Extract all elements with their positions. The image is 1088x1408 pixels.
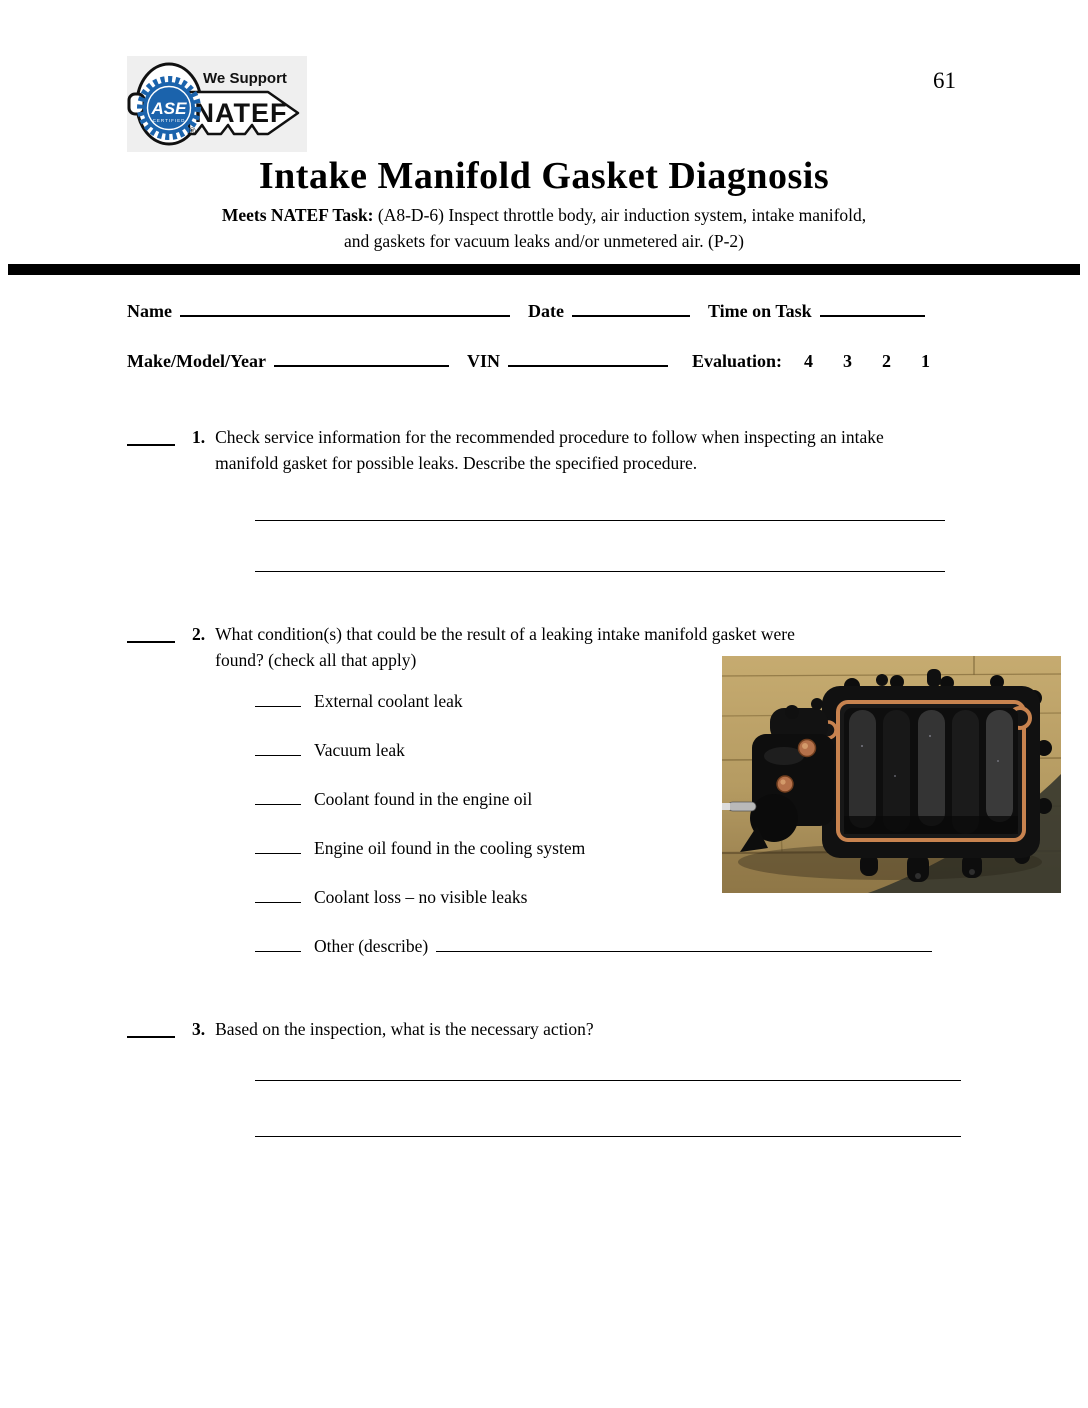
evaluation-score-1: 1 <box>921 351 931 371</box>
natef-ase-logo <box>127 56 307 152</box>
date-label: Date <box>527 301 564 321</box>
header-divider-bar <box>8 264 1080 275</box>
question-1-grade-blank <box>127 444 175 446</box>
checkbox-blank <box>255 706 301 707</box>
time-on-task-label: Time on Task <box>707 301 812 321</box>
key-logo-icon <box>127 56 307 152</box>
question-3-grade-blank <box>127 1036 175 1038</box>
question-1-answer-line-1 <box>255 520 945 521</box>
question-3-answer-line-1 <box>255 1080 961 1081</box>
name-label: Name <box>127 301 172 321</box>
form-row-vehicle <box>127 351 930 372</box>
vin-blank <box>508 365 668 367</box>
checklist-option-label: Coolant loss – no visible leaks <box>314 887 528 907</box>
make-model-year-blank <box>274 365 449 367</box>
natef-task-label: Meets NATEF Task: <box>221 205 374 225</box>
question-3-answer-line-2 <box>255 1136 961 1137</box>
question-1 <box>127 424 950 476</box>
question-3-number: 3. <box>192 1019 206 1039</box>
other-describe-blank <box>436 951 932 952</box>
vin-label: VIN <box>466 351 500 371</box>
question-2 <box>127 621 815 673</box>
natef-task-line2: and gaskets for vacuum leaks and/or unmetered air. (P-2) <box>344 231 744 251</box>
logo-natef-text: NATEF <box>194 98 288 128</box>
evaluation-label: Evaluation: <box>691 351 783 371</box>
checkbox-blank <box>255 951 301 952</box>
date-blank <box>572 315 690 317</box>
checkbox-blank <box>255 853 301 854</box>
intake-manifold-photo <box>722 656 1061 893</box>
checklist-row-other <box>255 935 955 958</box>
question-1-number: 1. <box>192 427 206 447</box>
question-2-grade-blank <box>127 641 175 643</box>
checklist-option-label: Other (describe) <box>314 936 429 956</box>
logo-certified-text: CERTIFIED <box>152 118 186 123</box>
checkbox-blank <box>255 804 301 805</box>
logo-registered-mark: ® <box>189 126 196 136</box>
page-title: Intake Manifold Gasket Diagnosis <box>258 155 830 197</box>
form-row-identity <box>127 301 925 322</box>
checklist-option-label: Vacuum leak <box>314 740 405 760</box>
page-number: 61 <box>933 68 956 93</box>
question-3 <box>127 1016 950 1042</box>
natef-task-text: (A8-D-6) Inspect throttle body, air induction system, intake manifold, <box>377 205 867 225</box>
checkbox-blank <box>255 755 301 756</box>
natef-task-line1 <box>0 202 1088 228</box>
logo-ase-text: ASE <box>151 99 187 118</box>
time-on-task-blank <box>820 315 925 317</box>
question-1-text: Check service information for the recommended procedure to follow when inspecting an intake manifold gasket for possible leaks. Describe the specified procedure. <box>215 427 884 473</box>
make-model-year-label: Make/Model/Year <box>127 351 266 371</box>
question-1-answer-line-2 <box>255 571 945 572</box>
question-2-number: 2. <box>192 624 206 644</box>
evaluation-score-3: 3 <box>843 351 853 371</box>
name-blank <box>180 315 510 317</box>
evaluation-score-4: 4 <box>804 351 814 371</box>
checkbox-blank <box>255 902 301 903</box>
question-2-text: What condition(s) that could be the result of a leaking intake manifold gasket were found? (check all that apply) <box>215 624 795 670</box>
natef-task-subtitle <box>0 202 1088 254</box>
checklist-option-label: External coolant leak <box>314 691 463 711</box>
checklist-option-label: Coolant found in the engine oil <box>314 789 533 809</box>
intake-manifold-photo-graphic <box>722 656 1061 893</box>
question-3-text: Based on the inspection, what is the necessary action? <box>215 1019 594 1039</box>
evaluation-score-2: 2 <box>882 351 892 371</box>
checklist-option-label: Engine oil found in the cooling system <box>314 838 586 858</box>
logo-we-support-text: We Support <box>203 70 287 87</box>
